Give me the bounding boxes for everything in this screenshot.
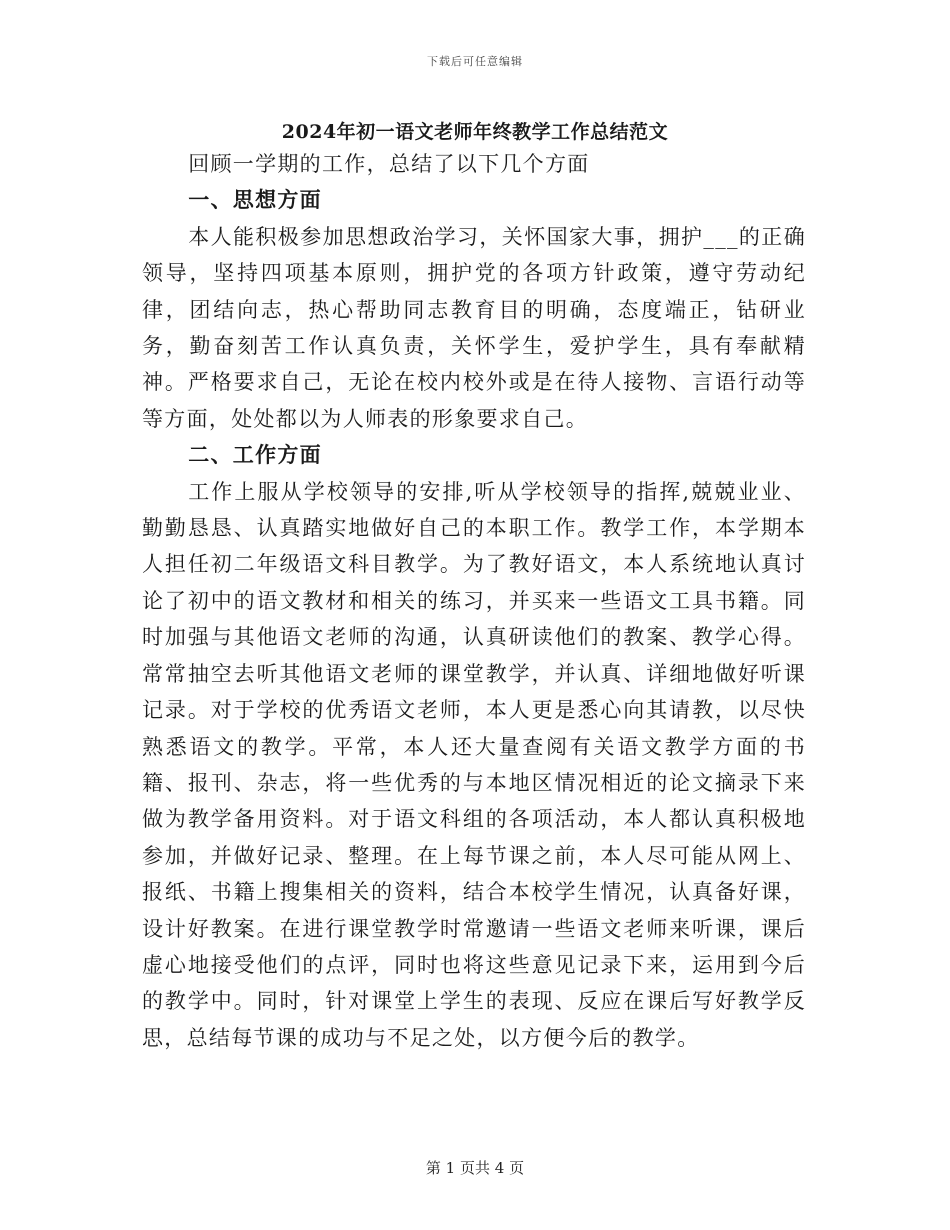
section-paragraph-work: 工作上服从学校领导的安排,听从学校领导的指挥,兢兢业业、勤勤恳恳、认真踏实地做好自己的本职工作。教学工作，本学期本人担任初二年级语文科目教学。为了教好语文，本人系统地认真讨论了初中的语文教材和相关的练习，并买来一些语文工具书籍。同时加强与其他语文老师的沟通，认真研读他们的教案、教学心得。常常抽空去听其他语文老师的课堂教学，并认真、详细地做好听课记录。对于学校的优秀语文老师，本人更是悉心向其请教，以尽快熟悉语文的教学。平常，本人还大量查阅有关语文教学方面的书籍、报刊、杂志，将一些优秀的与本地区情况相近的论文摘录下来做为教学备用资料。对于语文科组的各项活动，本人都认真积极地参加，并做好记录、整理。在上每节课之前，本人尽可能从网上、报纸、书籍上搜集相关的资料，结合本校学生情况，认真备好课，设计好教案。在进行课堂教学时常邀请一些语文老师来听课，课后虚心地接受他们的点评，同时也将这些意见记录下来，运用到今后的教学中。同时，针对课堂上学生的表现、反应在课后写好教学反思，总结每节课的成功与不足之处，以方便今后的教学。 bbox=[142, 479, 806, 1050]
intro-paragraph: 回顾一学期的工作，总结了以下几个方面 bbox=[188, 152, 590, 176]
page-number-footer: 第 1 页共 4 页 bbox=[425, 1159, 525, 1177]
document-title: 2024年初一语文老师年终教学工作总结范文 bbox=[281, 121, 669, 143]
header-note: 下载后可任意编辑 bbox=[427, 55, 523, 68]
section-paragraph-thought: 本人能积极参加思想政治学习，关怀国家大事，拥护___的正确领导，坚持四项基本原则，拥护党的各项方针政策，遵守劳动纪律，团结向志，热心帮助同志教育目的明确，态度端正，钻研业务，勤奋刻苦工作认真负责，关怀学生，爱护学生，具有奉献精神。严格要求自己，无论在校内校外或是在待人接物、言语行动等等方面，处处都以为人师表的形象要求自己。 bbox=[142, 224, 806, 431]
section-heading-thought: 一、思想方面 bbox=[188, 187, 322, 213]
document-body bbox=[142, 146, 806, 1056]
section-heading-work: 二、工作方面 bbox=[188, 442, 322, 468]
